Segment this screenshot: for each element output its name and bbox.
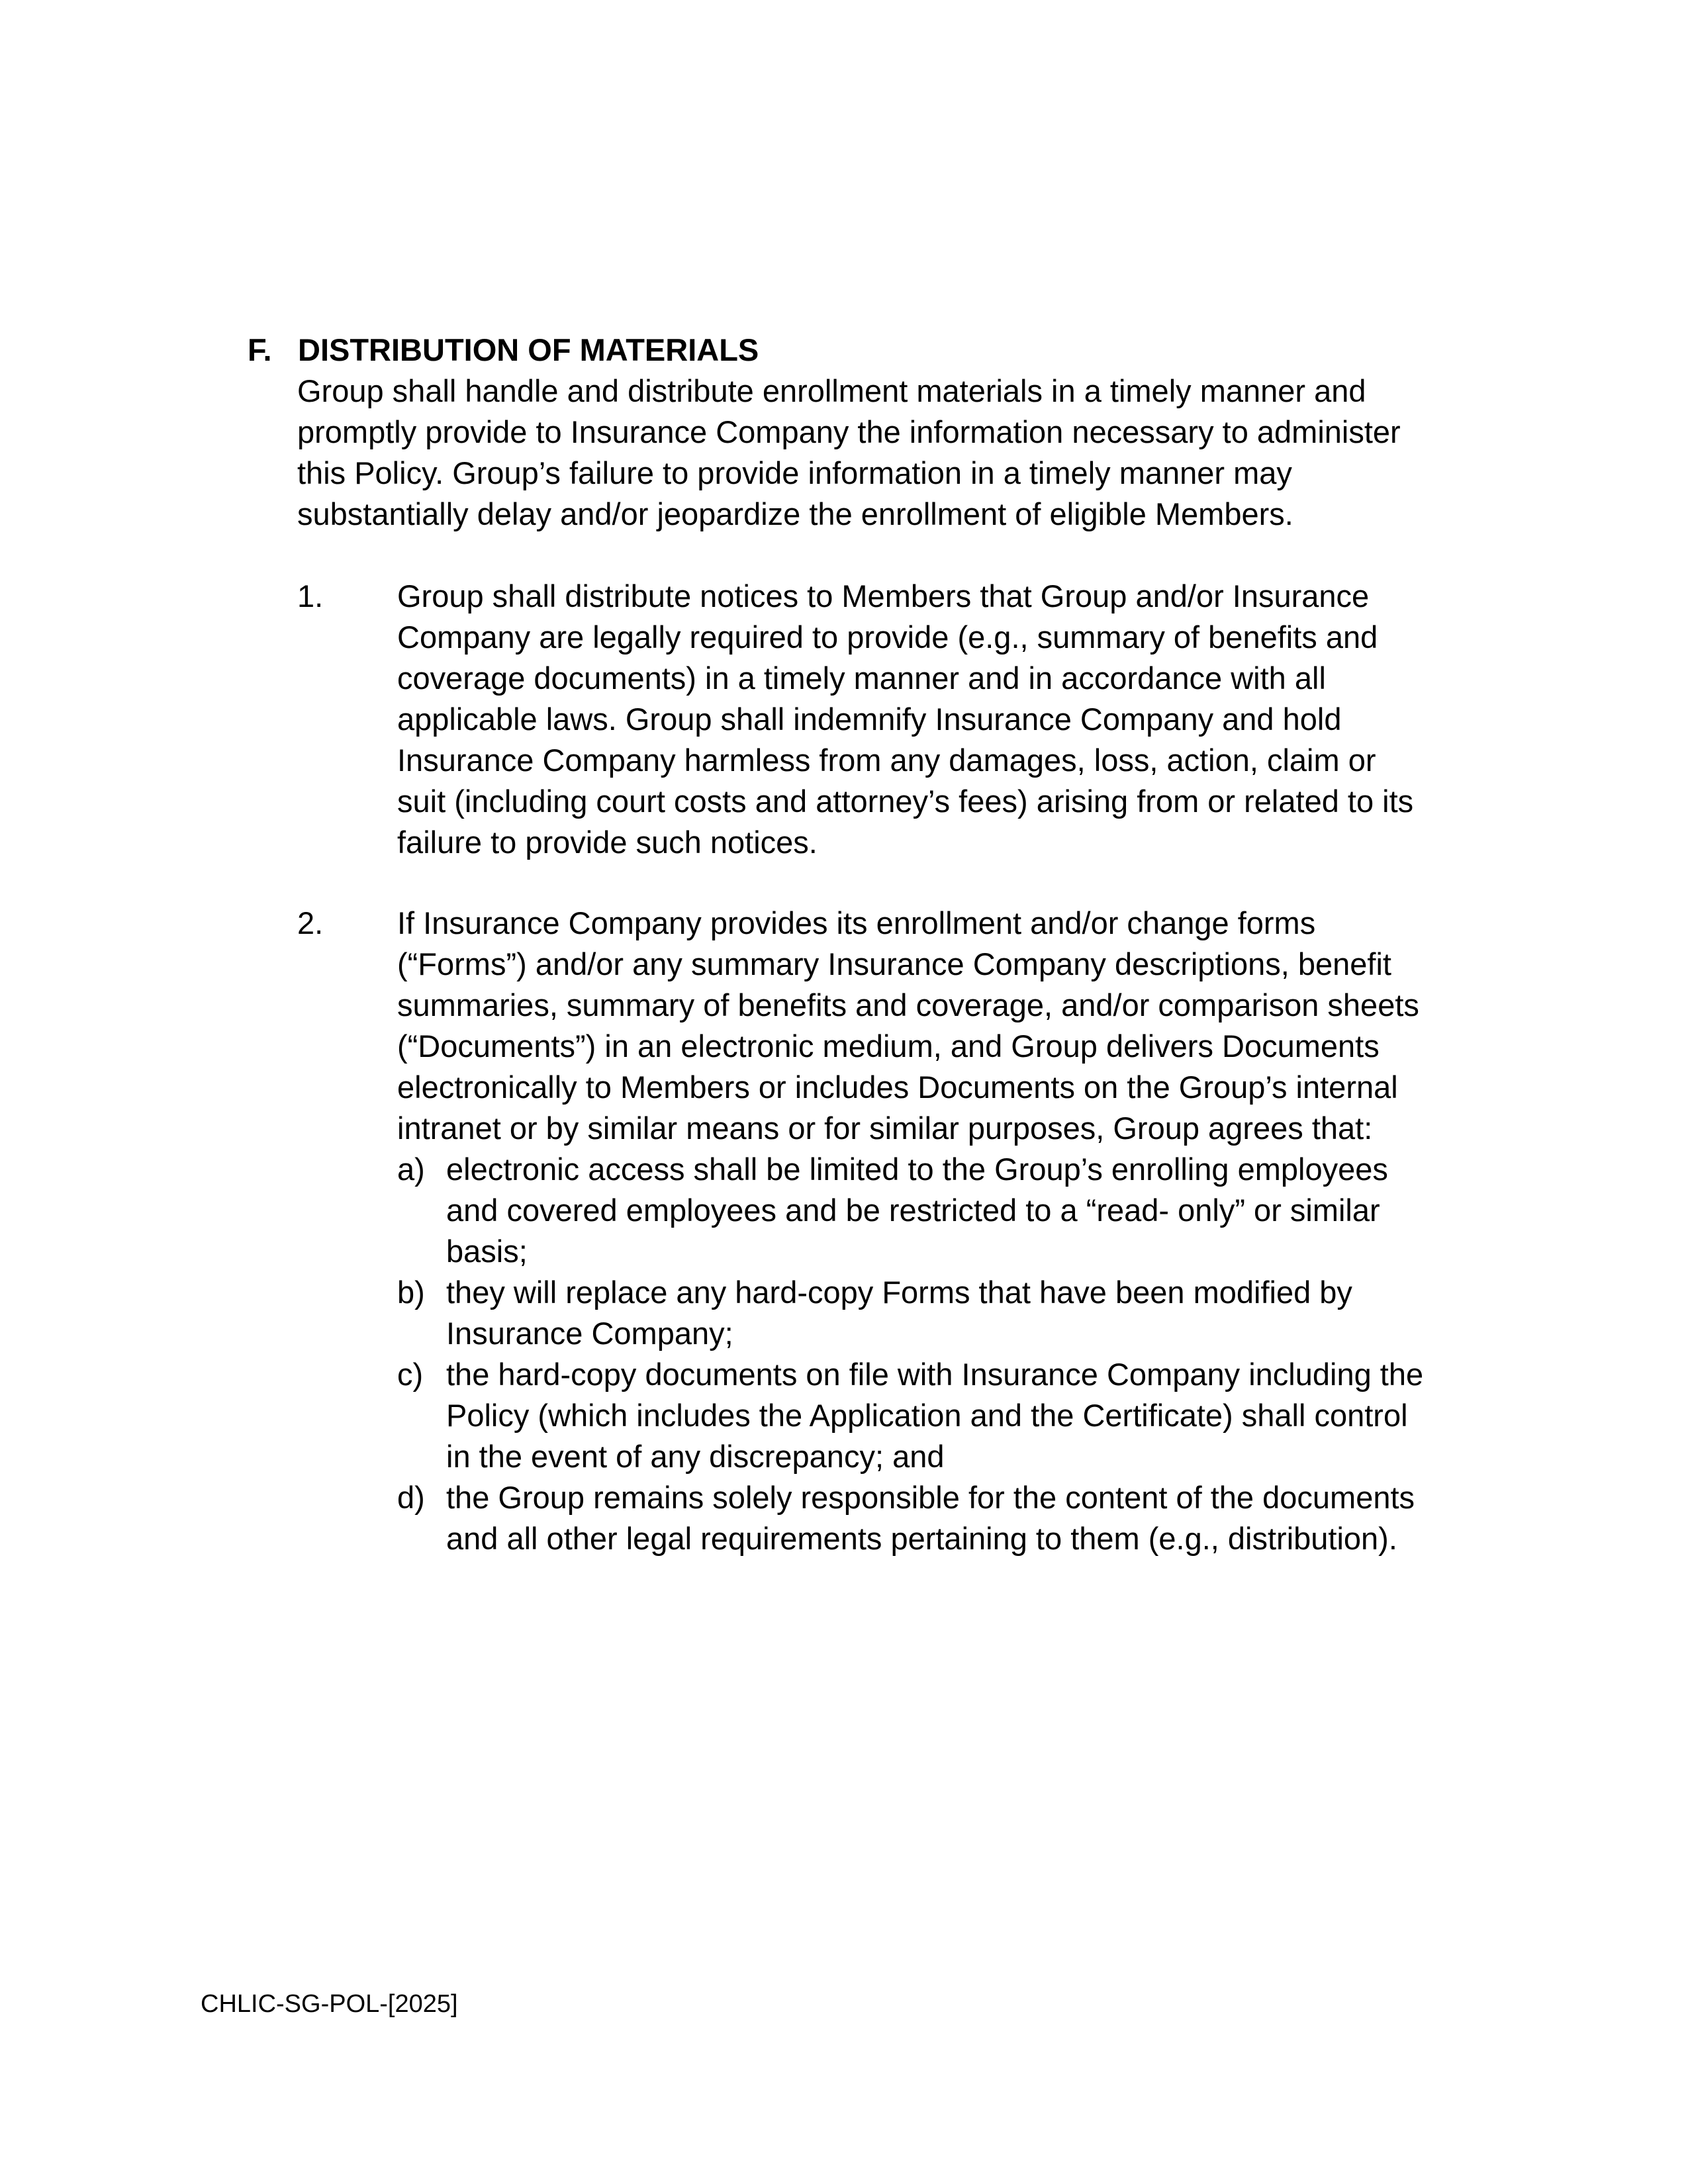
item-number: 2. xyxy=(297,905,324,940)
subitem-line: they will replace any hard-copy Forms that have been modified by xyxy=(446,1275,1352,1310)
intro-line: substantially delay and/or jeopardize the enrollment of eligible Members. xyxy=(297,496,1293,531)
subitem-a xyxy=(397,1149,1423,1272)
section-intro-paragraph xyxy=(297,371,1401,535)
item-line: intranet or by similar means or for similar purposes, Group agrees that: xyxy=(397,1111,1373,1146)
item-body xyxy=(397,903,1419,1149)
subitem-line: electronic access shall be limited to the Group’s enrolling employees xyxy=(446,1152,1388,1187)
intro-line: this Policy. Group’s failure to provide information in a timely manner may xyxy=(297,455,1292,490)
section-letter: F. xyxy=(248,332,272,367)
subitem-line: basis; xyxy=(446,1234,528,1269)
item-line: suit (including court costs and attorney’s fees) arising from or related to its xyxy=(397,784,1414,819)
subitem-c xyxy=(397,1354,1423,1477)
subitem-marker: b) xyxy=(397,1275,425,1310)
item-line: Company are legally required to provide (e.g., summary of benefits and xyxy=(397,619,1378,655)
item-line: applicable laws. Group shall indemnify Insurance Company and hold xyxy=(397,702,1342,737)
subitem-line: the hard-copy documents on file with Insurance Company including the xyxy=(446,1357,1424,1392)
item-line: failure to provide such notices. xyxy=(397,825,818,860)
item-line: summaries, summary of benefits and coverage, and/or comparison sheets xyxy=(397,987,1419,1023)
subitem-marker: d) xyxy=(397,1480,425,1515)
subitem-line: Insurance Company; xyxy=(446,1316,733,1351)
subitem-marker: a) xyxy=(397,1152,425,1187)
item-line: If Insurance Company provides its enrollment and/or change forms xyxy=(397,905,1316,940)
subitem-line: Policy (which includes the Application and the Certificate) shall control xyxy=(446,1398,1408,1433)
subitem-marker: c) xyxy=(397,1357,424,1392)
subitem-line: the Group remains solely responsible for the content of the documents xyxy=(446,1480,1415,1515)
footer-form-code: CHLIC-SG-POL-[2025] xyxy=(201,1990,458,2018)
item-line: coverage documents) in a timely manner and in accordance with all xyxy=(397,660,1326,696)
section-heading xyxy=(248,330,759,371)
lettered-sublist xyxy=(397,1149,1423,1559)
intro-line: Group shall handle and distribute enrollment materials in a timely manner and xyxy=(297,373,1366,408)
section-title: DISTRIBUTION OF MATERIALS xyxy=(298,332,759,367)
subitem-line: and covered employees and be restricted to a “read- only” or similar xyxy=(446,1193,1380,1228)
subitem-line: in the event of any discrepancy; and xyxy=(446,1439,945,1474)
intro-line: promptly provide to Insurance Company the information necessary to administer xyxy=(297,414,1401,449)
item-line: Insurance Company harmless from any damages, loss, action, claim or xyxy=(397,743,1376,778)
item-body xyxy=(397,576,1413,863)
item-line: Group shall distribute notices to Members that Group and/or Insurance xyxy=(397,578,1370,614)
subitem-b xyxy=(397,1272,1423,1354)
item-line: electronically to Members or includes Documents on the Group’s internal xyxy=(397,1069,1398,1105)
subitem-d xyxy=(397,1477,1423,1559)
item-line: (“Documents”) in an electronic medium, and Group delivers Documents xyxy=(397,1028,1380,1064)
item-line: (“Forms”) and/or any summary Insurance Company descriptions, benefit xyxy=(397,946,1391,981)
item-number: 1. xyxy=(297,578,324,614)
subitem-line: and all other legal requirements pertaining to them (e.g., distribution). xyxy=(446,1521,1397,1556)
